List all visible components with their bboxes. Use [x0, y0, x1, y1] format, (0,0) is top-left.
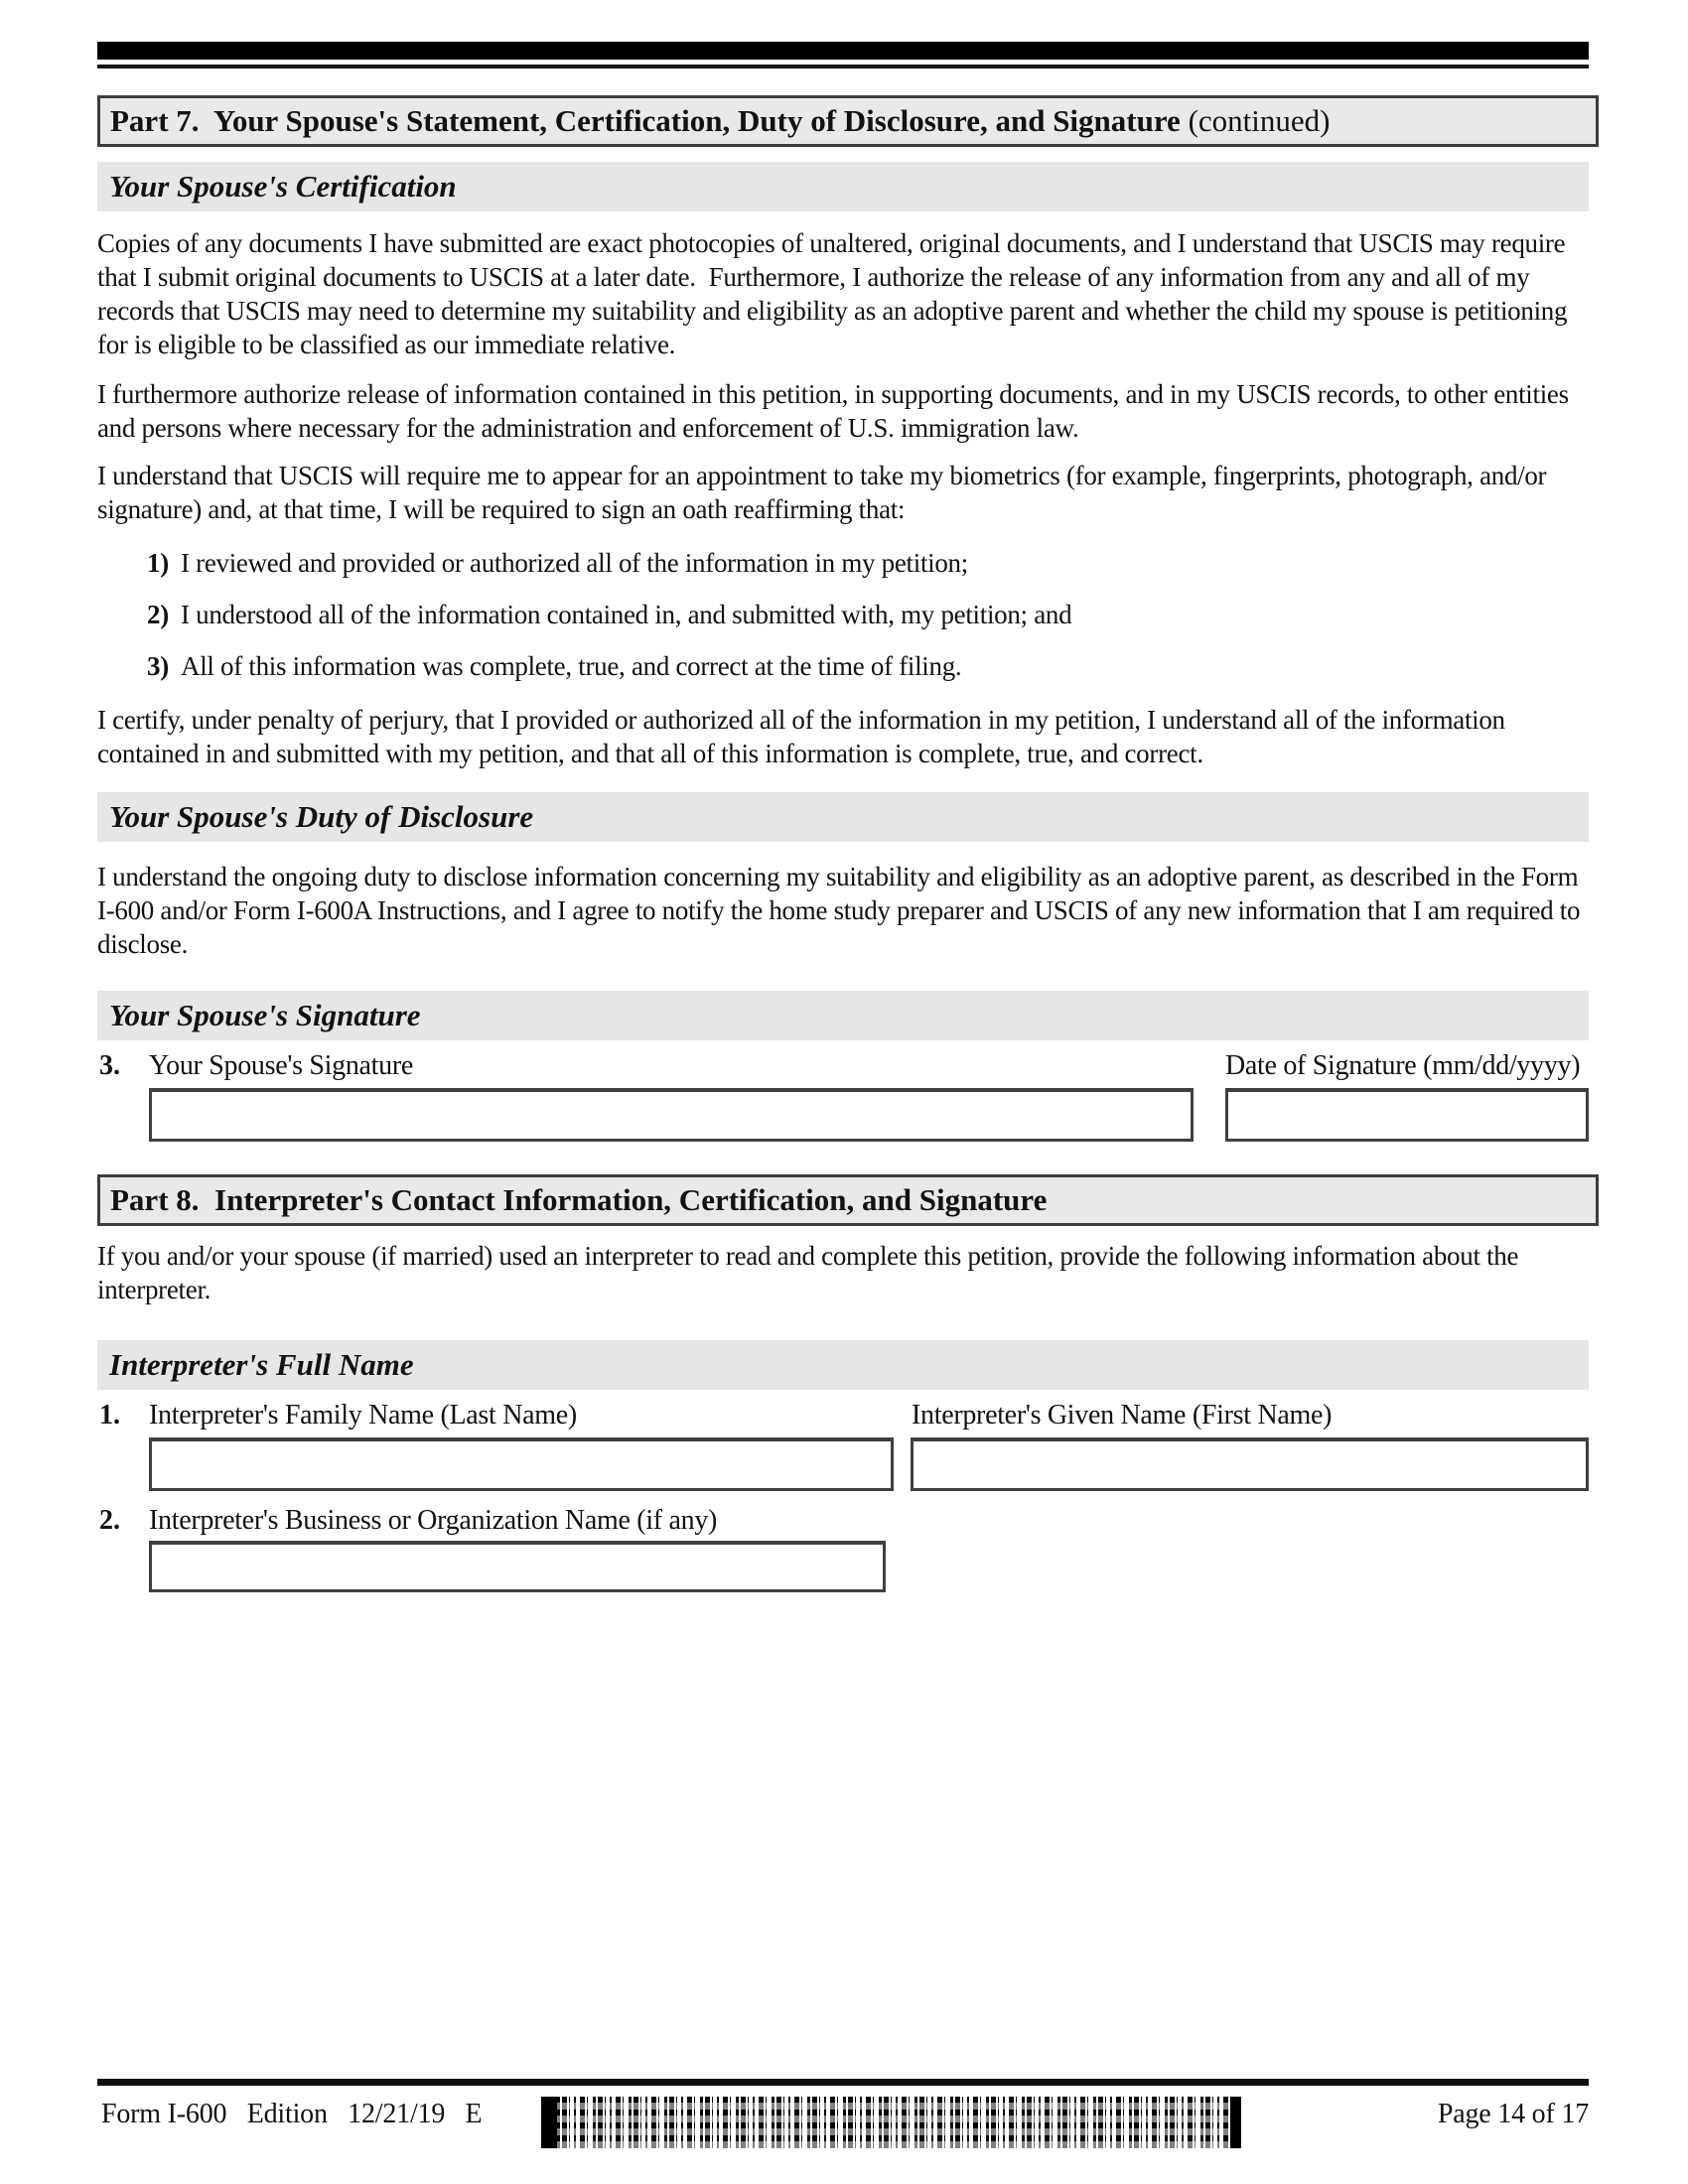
pdf417-barcode: [541, 2097, 1241, 2148]
top-black-bar: [97, 42, 1589, 60]
interpreter-business-name-label: Interpreter's Business or Organization Name (if any): [149, 1505, 718, 1536]
top-divider-rule: [97, 65, 1589, 68]
spouse-signature-heading: Your Spouse's Signature: [97, 991, 1589, 1040]
spouse-signature-label: Your Spouse's Signature: [149, 1050, 413, 1081]
date-of-signature-input[interactable]: [1225, 1088, 1589, 1142]
part7-header-title: Part 7. Your Spouse's Statement, Certification, Duty of Disclosure, and Signature: [110, 103, 1181, 138]
part8-header: [97, 1174, 1599, 1226]
interpreter-family-name-input[interactable]: [149, 1437, 894, 1491]
spouse-certification-heading: Your Spouse's Certification: [97, 162, 1589, 211]
duty-of-disclosure-heading: Your Spouse's Duty of Disclosure: [97, 792, 1589, 842]
certification-paragraph-3: I understand that USCIS will require me to appear for an appointment to take my biometrics (for example, fingerprints, photograph, and/or signature) and, at that time, I will be required to sign an oath reaffirming that:: [97, 461, 1553, 524]
interpreter-business-item-number: 2.: [99, 1505, 120, 1536]
part7-header: [97, 95, 1599, 147]
signature-item-number: 3.: [99, 1050, 120, 1081]
date-of-signature-label: Date of Signature (mm/dd/yyyy): [1225, 1050, 1581, 1081]
part7-header-continued: (continued): [1180, 103, 1331, 138]
interpreter-full-name-heading: Interpreter's Full Name: [97, 1340, 1589, 1390]
part8-header-title: Part 8. Interpreter's Contact Information, Certification, and Signature: [110, 1182, 1048, 1217]
interpreter-given-name-label: Interpreter's Given Name (First Name): [912, 1400, 1333, 1431]
footer-rule: [97, 2079, 1589, 2086]
oath-item-1: 1) I reviewed and provided or authorized all of the information in my petition;: [147, 548, 968, 578]
oath-item-3: 3) All of this information was complete, true, and correct at the time of filing.: [147, 651, 962, 681]
part8-intro-paragraph: If you and/or your spouse (if married) used an interpreter to read and complete this petition, provide the following information about the interpreter.: [97, 1241, 1525, 1304]
footer-page-number: Page 14 of 17: [1437, 2099, 1589, 2129]
spouse-signature-input[interactable]: [149, 1088, 1194, 1142]
oath-item-2: 2) I understood all of the information contained in, and submitted with, my petition; and: [147, 600, 1072, 629]
certification-paragraph-2: I furthermore authorize release of information contained in this petition, in supporting documents, and in my USCIS records, to other entities and persons where necessary for the administration and enforcement of U.S. immigration law.: [97, 379, 1576, 443]
interpreter-family-name-label: Interpreter's Family Name (Last Name): [149, 1400, 577, 1431]
footer-form-edition: Form I-600 Edition 12/21/19 E: [101, 2099, 483, 2129]
interpreter-given-name-input[interactable]: [911, 1437, 1589, 1491]
interpreter-business-name-input[interactable]: [149, 1541, 886, 1592]
certification-closing-paragraph: I certify, under penalty of perjury, that I provided or authorized all of the information in my petition, I understand all of the information contained in and submitted with my petition, and that all of this information is complete, true, and correct.: [97, 705, 1512, 768]
duty-of-disclosure-paragraph: I understand the ongoing duty to disclose information concerning my suitability and eligibility as an adoptive parent, as described in the Form I-600 and/or Form I-600A Instructions, and I agree to notify the home study preparer and USCIS of any new information that I am required to disclose.: [97, 862, 1587, 959]
interpreter-name-item-number: 1.: [99, 1400, 120, 1431]
certification-paragraph-1: Copies of any documents I have submitted are exact photocopies of unaltered, original documents, and I understand that USCIS may require that I submit original documents to USCIS at a later date. Furthermore, I authorize the release of any information from any and all of my records that USCIS may need to determine my suitability and eligibility as an adoptive parent and whether the child my spouse is petitioning for is eligible to be classified as our immediate relative.: [97, 228, 1574, 359]
